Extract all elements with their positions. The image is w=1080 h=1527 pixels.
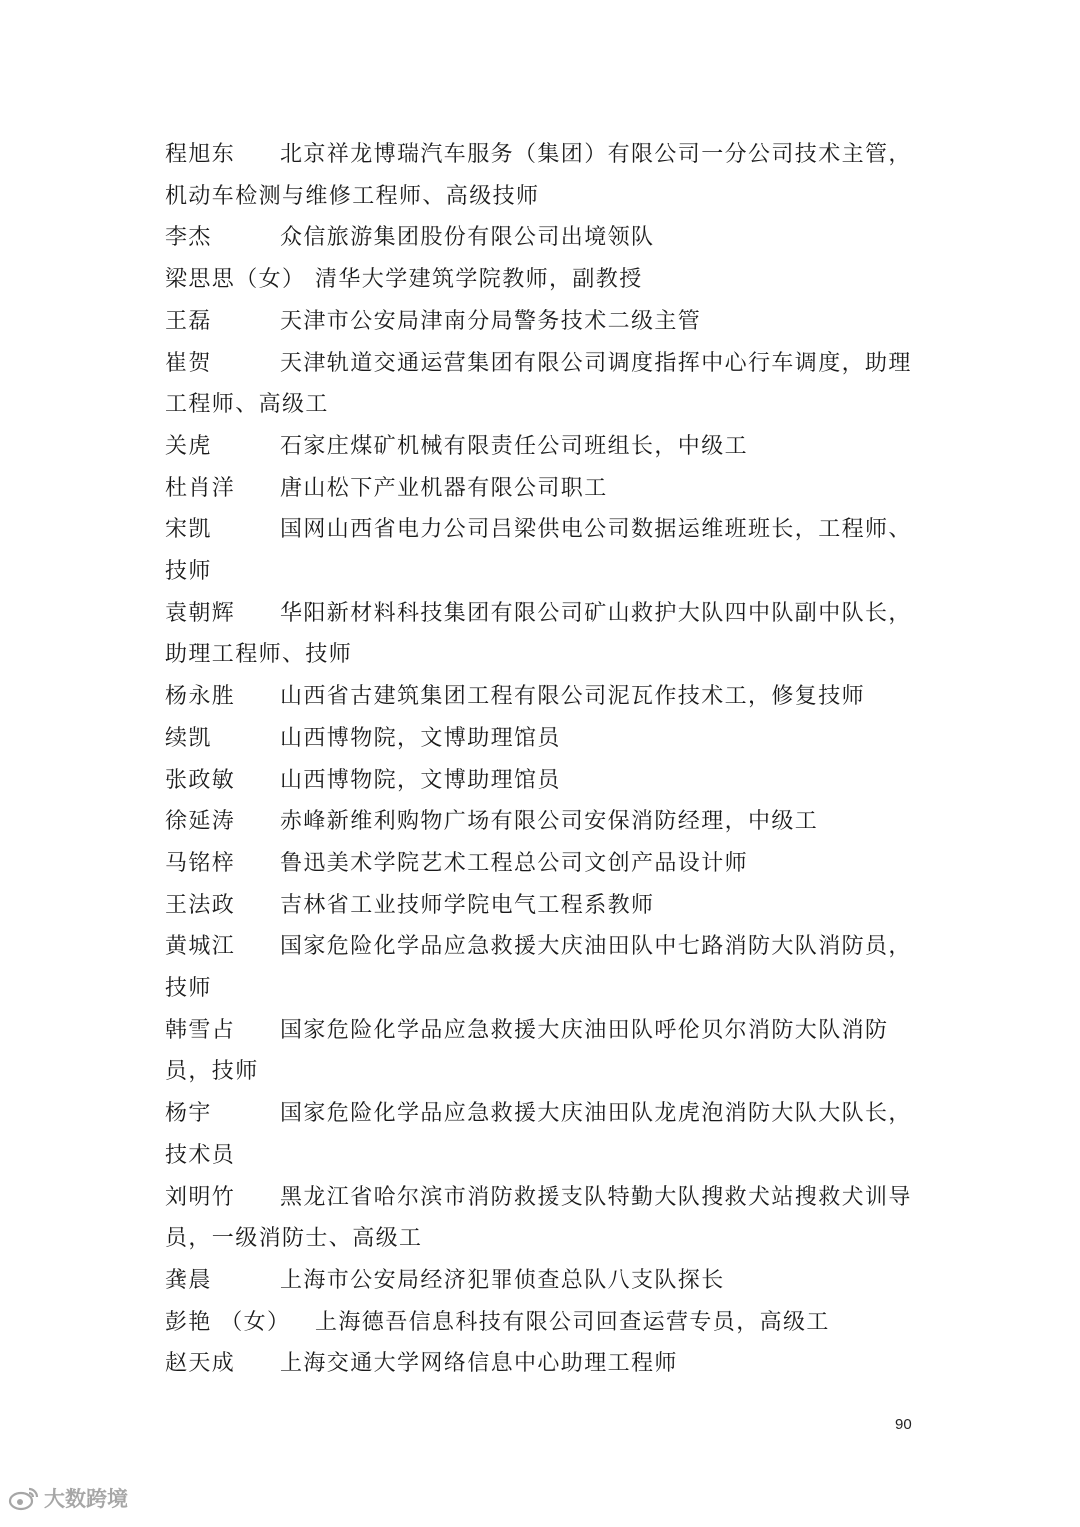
list-item (165, 760, 925, 802)
person-name: 梁思思（女） (165, 267, 306, 293)
person-description: 华阳新材料科技集团有限公司矿山救护大队四中队副中队长，助理工程师、技师 (165, 600, 912, 668)
person-name: 马铭梓 (165, 850, 236, 876)
person-name: 彭艳 （女） (165, 1309, 291, 1335)
list-item (165, 593, 925, 676)
list-item (165, 426, 925, 468)
person-description: 鲁迅美术学院艺术工程总公司文创产品设计师 (280, 850, 749, 876)
person-name: 程旭东 (165, 142, 236, 167)
person-description: 吉林省工业技师学院电气工程系教师 (280, 892, 655, 918)
person-description: 天津轨道交通运营集团有限公司调度指挥中心行车调度，助理工程师、高级工 (165, 350, 912, 418)
person-description: 国家危险化学品应急救援大庆油田队呼伦贝尔消防大队消防员，技师 (165, 1017, 889, 1085)
list-item (165, 1260, 925, 1302)
person-name: 王磊 (165, 308, 212, 334)
person-description: 山西省古建筑集团工程有限公司泥瓦作技术工，修复技师 (280, 684, 866, 710)
person-name: 赵天成 (165, 1351, 236, 1377)
person-name: 续凯 (165, 725, 212, 751)
person-description: 山西博物院，文博助理馆员 (280, 767, 561, 793)
list-item (165, 843, 925, 885)
honoree-list (165, 134, 925, 1385)
list-item (165, 134, 925, 217)
list-item (165, 259, 925, 301)
list-item (165, 1177, 925, 1260)
person-description: 众信旅游集团股份有限公司出境领队 (280, 225, 655, 251)
list-item (165, 801, 925, 843)
person-name: 宋凯 (165, 517, 212, 543)
person-name: 关虎 (165, 433, 212, 459)
person-description: 清华大学建筑学院教师，副教授 (315, 267, 643, 293)
person-name: 王法政 (165, 892, 236, 918)
list-item (165, 676, 925, 718)
page-number: 90 (895, 1416, 912, 1433)
watermark (8, 1483, 128, 1513)
list-item (165, 1302, 925, 1344)
list-item (165, 1093, 925, 1176)
person-name: 杨永胜 (165, 684, 236, 710)
list-item (165, 301, 925, 343)
person-description: 上海交通大学网络信息中心助理工程师 (280, 1351, 678, 1377)
watermark-text: 大数跨境 (44, 1487, 128, 1511)
person-name: 崔贺 (165, 350, 212, 376)
person-name: 李杰 (165, 225, 212, 251)
person-description: 国家危险化学品应急救援大庆油田队龙虎泡消防大队大队长，技术员 (165, 1101, 912, 1168)
person-description: 山西博物院，文博助理馆员 (280, 725, 561, 751)
person-description: 赤峰新维利购物广场有限公司安保消防经理，中级工 (280, 809, 819, 835)
person-name: 龚晨 (165, 1267, 212, 1293)
person-description: 唐山松下产业机器有限公司职工 (280, 475, 608, 501)
person-description: 石家庄煤矿机械有限责任公司班组长，中级工 (280, 433, 749, 459)
person-name: 徐延涛 (165, 809, 236, 835)
list-item (165, 509, 925, 592)
list-item (165, 343, 925, 426)
person-description: 上海德吾信息科技有限公司回查运营专员，高级工 (315, 1309, 830, 1335)
list-item (165, 468, 925, 510)
list-item (165, 926, 925, 1009)
person-name: 袁朝辉 (165, 600, 236, 626)
weibo-logo-icon (8, 1485, 40, 1511)
person-description: 北京祥龙博瑞汽车服务（集团）有限公司一分公司技术主管，机动车检测与维修工程师、高级技师 (165, 142, 912, 209)
person-name: 黄城江 (165, 934, 236, 960)
person-description: 黑龙江省哈尔滨市消防救援支队特勤大队搜救犬站搜救犬训导员，一级消防士、高级工 (165, 1184, 912, 1252)
person-name: 杜肖洋 (165, 475, 236, 501)
person-name: 韩雪占 (165, 1017, 236, 1043)
person-description: 天津市公安局津南分局警务技术二级主管 (280, 308, 702, 334)
person-name: 刘明竹 (165, 1184, 236, 1210)
person-description: 国网山西省电力公司吕梁供电公司数据运维班班长，工程师、技师 (165, 517, 912, 585)
person-description: 国家危险化学品应急救援大庆油田队中七路消防大队消防员，技师 (165, 934, 912, 1002)
person-name: 张政敏 (165, 767, 236, 793)
list-item (165, 1010, 925, 1093)
list-item (165, 217, 925, 259)
person-name: 杨宇 (165, 1101, 212, 1127)
list-item (165, 885, 925, 927)
person-description: 上海市公安局经济犯罪侦查总队八支队探长 (280, 1267, 725, 1293)
list-item (165, 1343, 925, 1385)
list-item (165, 718, 925, 760)
